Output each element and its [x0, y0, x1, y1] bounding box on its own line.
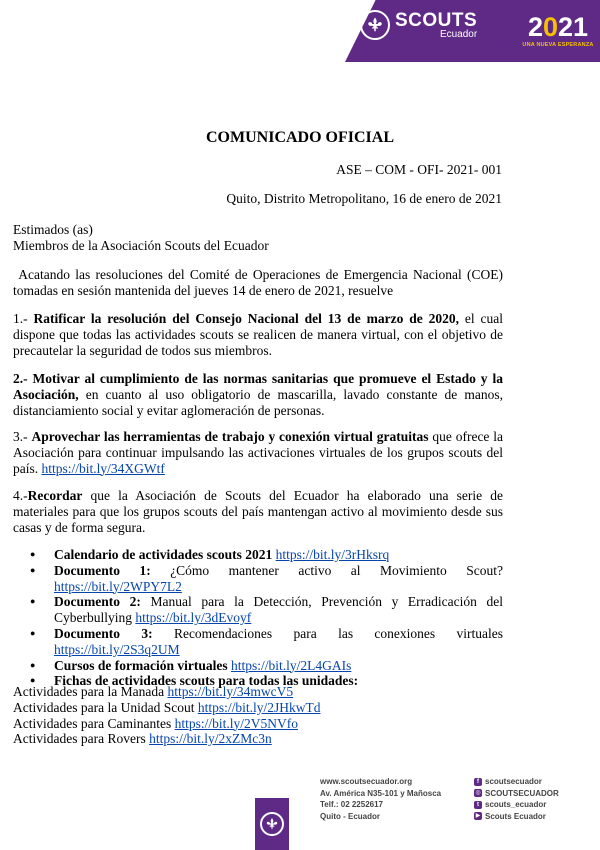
item-title: Documento 1: — [54, 562, 151, 578]
social-handle: Scouts Ecuador — [485, 811, 546, 821]
activity-link[interactable]: https://bit.ly/2JHkwTd — [197, 699, 321, 715]
resolution-heading: Aprovechar las herramientas de trabajo y conexión virtual gratuitas — [31, 429, 429, 444]
scouts-logo — [360, 10, 477, 40]
list-item — [54, 626, 503, 658]
social-instagram[interactable] — [474, 788, 559, 800]
activity-row — [13, 684, 320, 700]
activity-label: Actividades para Rovers — [13, 731, 150, 747]
resolution-number: 3.- — [13, 429, 32, 444]
resolution-text: el cual dispone que todas las actividades scouts se realicen de manera virtual, con el objetivo de precautelar la seguridad de todos sus miembros. — [13, 311, 504, 358]
brand-country: Ecuador — [439, 28, 478, 40]
materials-list — [13, 547, 503, 689]
item-link[interactable]: https://bit.ly/3dEvoyf — [135, 610, 252, 626]
list-item — [54, 563, 503, 595]
activity-label: Actividades para Caminantes — [13, 715, 175, 731]
social-facebook[interactable] — [474, 776, 559, 788]
brand-name: SCOUTS — [395, 9, 478, 31]
resolution-heading: 2.- Motivar al cumplimiento de las normas sanitarias que promueve el Estado y la Asociación, — [13, 371, 503, 402]
item-title: Cursos de formación virtuales — [54, 657, 228, 673]
activity-row — [13, 700, 320, 716]
greeting-line: Estimados (as) — [13, 222, 93, 237]
resolution-number: 1.- — [13, 311, 34, 326]
greeting — [13, 222, 503, 254]
social-youtube[interactable] — [474, 811, 559, 823]
youtube-icon: ▶ — [475, 813, 481, 820]
item-title: Fichas de actividades scouts para todas las unidades: — [54, 673, 359, 689]
activities-list — [13, 684, 320, 747]
contact-info — [320, 776, 441, 822]
facebook-icon: f — [474, 778, 482, 786]
item-link[interactable]: https://bit.ly/2S3q2UM — [54, 641, 180, 657]
intro-paragraph — [13, 267, 503, 299]
social-links — [474, 776, 559, 822]
item-title: Calendario de actividades scouts 2021 — [54, 547, 273, 562]
list-item — [54, 658, 503, 674]
page-title: COMUNICADO OFICIAL — [206, 129, 394, 146]
activity-row — [13, 731, 320, 747]
greeting-line: Miembros de la Asociación Scouts del Ecuador — [13, 237, 269, 253]
instagram-icon: ◎ — [475, 790, 481, 797]
social-handle: scoutsecuador — [485, 777, 542, 786]
item-title: Documento 3: — [54, 625, 153, 641]
social-handle: SCOUTSECUADOR — [485, 788, 559, 798]
resolution-text: en cuanto al uso obligatorio de mascarilla, lavado constante de manos, distanciamiento social y evitar aglomeración de personas. — [13, 386, 503, 418]
activity-link[interactable]: https://bit.ly/2V5NVfo — [174, 715, 298, 731]
document-date: Quito, Distrito Metropolitano, 16 de enero de 2021 — [226, 191, 502, 206]
resolution-1 — [13, 311, 503, 358]
fleur-de-lis-icon — [360, 10, 390, 40]
phone-text: Telf.: 02 2252617 — [320, 800, 384, 809]
resolution-3 — [13, 429, 503, 476]
link-herramientas[interactable]: https://bit.ly/34XGWtf — [41, 460, 165, 476]
item-text: ¿Cómo mantener activo al Movimiento Scout? — [150, 562, 503, 578]
year-part: 0 — [542, 12, 558, 42]
document-reference: ASE – COM - OFI- 2021- 001 — [336, 162, 502, 177]
item-link[interactable]: https://bit.ly/3rHksrq — [275, 547, 390, 562]
social-handle: scouts_ecuador — [485, 800, 547, 809]
activity-label: Actividades para la Manada — [13, 684, 168, 699]
year-2021-logo — [518, 14, 598, 49]
resolution-4 — [13, 488, 503, 535]
social-twitter[interactable] — [474, 799, 559, 811]
item-text: Recomendaciones para las conexiones virtuales — [152, 625, 503, 641]
year-part: 21 — [558, 12, 589, 42]
address-text: Av. América N35-101 y Mañosca — [320, 788, 442, 798]
activity-link[interactable]: https://bit.ly/34mwcV5 — [167, 684, 294, 699]
activity-row — [13, 716, 320, 732]
fleur-de-lis-icon — [260, 812, 284, 836]
resolution-heading: Ratificar la resolución del Consejo Nacional del 13 de marzo de 2020, — [33, 311, 459, 326]
item-text: Manual para la Detección, Prevención y Erradicación del Cyberbullying — [54, 594, 503, 626]
year-part: 2 — [527, 12, 543, 42]
twitter-icon: t — [474, 801, 482, 809]
item-title: Documento 2: — [54, 594, 141, 610]
intro-text: Acatando las resoluciones del Comité de Operaciones de Emergencia Nacional (COE) tomadas en sesión mantenida del jueves 14 de enero de 2021, resuelve — [13, 267, 503, 298]
activity-label: Actividades para la Unidad Scout — [13, 699, 198, 715]
resolution-text: que la Asociación de Scouts del Ecuador ha elaborado una serie de materiales para que los grupos scouts del país mantengan activo al movimiento desde sus casas y de forma segura. — [13, 488, 503, 535]
resolution-heading: Recordar — [27, 488, 83, 503]
city-text: Quito - Ecuador — [320, 811, 380, 821]
item-link[interactable]: https://bit.ly/2L4GAIs — [230, 657, 352, 673]
website-link[interactable]: www.scoutsecuador.org — [320, 777, 413, 786]
activity-link[interactable]: https://bit.ly/2xZMc3n — [149, 731, 272, 747]
list-item — [54, 547, 503, 563]
item-link[interactable]: https://bit.ly/2WPY7L2 — [54, 578, 182, 594]
list-item — [54, 594, 503, 626]
footer-logo — [255, 798, 289, 850]
year-tagline: UNA NUEVA ESPERANZA — [522, 42, 594, 48]
resolution-2 — [13, 371, 503, 418]
resolution-number: 4.- — [13, 488, 28, 503]
resolution-text: que ofrece la Asociación para continuar impulsando las activaciones virtuales de los grupos scouts del país. — [13, 429, 504, 476]
